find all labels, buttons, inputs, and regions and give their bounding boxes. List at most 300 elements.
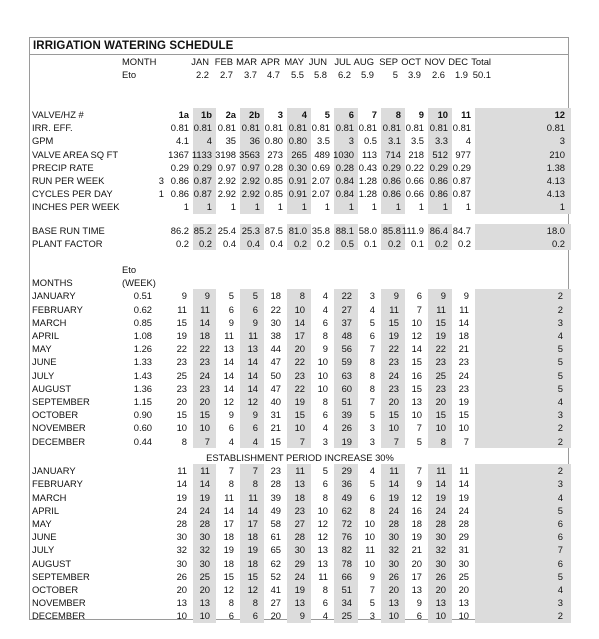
valve-value-cell: 1 [348, 201, 354, 213]
establishment-minutes-cell: 13 [317, 557, 328, 569]
month-name: JULY [32, 369, 55, 381]
month-header-cell: SEP [379, 56, 398, 67]
establishment-minutes-cell: 11 [248, 491, 258, 503]
establishment-minutes-cell: 34 [341, 597, 352, 609]
establishment-minutes-cell: 18 [294, 491, 305, 503]
establishment-minutes-cell: 20 [199, 584, 210, 595]
base-row-label: PLANT FACTOR [32, 238, 103, 250]
run-minutes-cell: 23 [176, 382, 187, 394]
base-value-cell: 0.4 [222, 238, 236, 250]
valve-value-cell: 1.38 [546, 161, 565, 173]
establishment-minutes-cell: 52 [270, 570, 281, 582]
run-minutes-cell: 3 [557, 316, 563, 328]
valve-row-label: RUN PER WEEK [32, 175, 105, 186]
valve-value-cell: 35 [225, 135, 236, 147]
month-name: JULY [32, 544, 55, 556]
establishment-minutes-cell: 19 [294, 584, 305, 595]
valve-number-cell: 1b [201, 109, 212, 120]
run-minutes-cell: 21 [270, 422, 281, 434]
establishment-minutes-cell: 13 [435, 597, 446, 609]
valve-value-cell: 4 [465, 135, 471, 147]
run-minutes-cell: 7 [416, 422, 422, 434]
establishment-minutes-cell: 82 [341, 544, 352, 556]
valve-value-cell: 0.28 [335, 161, 354, 173]
establishment-minutes-cell: 51 [341, 584, 352, 595]
establishment-minutes-cell: 16 [411, 504, 422, 516]
run-minutes-cell: 14 [294, 316, 305, 328]
month-header-row [30, 55, 570, 68]
establishment-minutes-cell: 10 [176, 610, 187, 622]
valve-value-cell: 1 [395, 201, 401, 213]
valve-value-cell: 0.86 [170, 188, 189, 200]
valve-value-cell: 0.28 [264, 161, 283, 173]
base-value-cell: 0.2 [175, 238, 189, 250]
eto-header-cell: 50.1 [472, 69, 491, 81]
valve-value-cell: 0.81 [358, 122, 377, 134]
establishment-minutes-cell: 18 [223, 531, 234, 543]
run-minutes-cell: 16 [411, 369, 422, 381]
establishment-minutes-cell: 28 [270, 478, 281, 490]
valve-number-cell: 4 [301, 109, 307, 120]
establishment-minutes-cell: 5 [557, 570, 563, 582]
base-value-cell: 81.0 [288, 225, 307, 236]
run-minutes-cell: 22 [435, 343, 446, 355]
eto-week-value: 1.33 [133, 356, 152, 368]
establishment-data-row [30, 543, 570, 556]
establishment-minutes-cell: 30 [199, 557, 210, 569]
establishment-minutes-cell: 5 [369, 597, 375, 609]
base-value-cell: 85.2 [193, 225, 212, 236]
establishment-data-row [30, 570, 570, 583]
valve-number-cell: 2b [249, 109, 260, 120]
run-minutes-cell: 19 [294, 396, 305, 407]
establishment-minutes-cell: 9 [299, 610, 305, 622]
establishment-minutes-cell: 23 [270, 465, 281, 477]
valve-value-cell: 0.87 [452, 175, 471, 186]
establishment-minutes-cell: 3 [369, 610, 375, 622]
valve-value-cell: 2.92 [217, 188, 236, 200]
run-minutes-cell: 47 [270, 356, 281, 368]
month-name: JUNE [32, 531, 57, 543]
base-value-cell: 0.2 [434, 238, 448, 250]
establishment-minutes-cell: 20 [435, 584, 446, 595]
run-minutes-cell: 12 [247, 396, 258, 407]
run-minutes-cell: 20 [176, 396, 187, 407]
establishment-minutes-cell: 10 [364, 557, 375, 569]
run-minutes-cell: 59 [341, 356, 352, 368]
base-value-cell: 87.5 [264, 225, 283, 236]
base-value-cell: 25.3 [241, 225, 260, 236]
valve-value-cell: 0.66 [405, 188, 424, 200]
run-minutes-cell: 18 [199, 330, 210, 341]
valve-value-cell: 273 [267, 148, 283, 160]
valve-value-cell: 4.13 [546, 188, 565, 200]
run-minutes-cell: 22 [388, 343, 399, 355]
valve-value-cell: 0.29 [429, 161, 448, 173]
eto-week-value: 1.26 [133, 343, 152, 355]
month-header-cell: FEB [214, 56, 233, 67]
run-minutes-cell: 23 [458, 356, 469, 368]
run-minutes-cell: 9 [228, 409, 234, 421]
run-minutes-cell: 8 [299, 290, 305, 302]
valve-value-cell: 1 [301, 201, 307, 213]
establishment-minutes-cell: 24 [388, 504, 399, 516]
base-value-cell: 0.2 [198, 238, 212, 250]
valve-value-cell: 0.86 [382, 175, 401, 186]
establishment-minutes-cell: 32 [176, 544, 187, 556]
establishment-minutes-cell: 12 [317, 518, 328, 529]
monthly-data-row [30, 342, 570, 355]
run-minutes-cell: 15 [270, 435, 281, 447]
base-value-cell: 0.2 [457, 238, 471, 250]
valve-number-cell: 1a [178, 109, 189, 120]
run-minutes-cell: 9 [463, 290, 469, 302]
month-header-cell: JUL [334, 56, 351, 67]
run-minutes-cell: 22 [294, 382, 305, 394]
valve-value-cell: 0.22 [405, 161, 424, 173]
month-header-cell: NOV [424, 56, 445, 67]
valve-data-row [30, 134, 570, 147]
run-minutes-cell: 5 [557, 343, 563, 355]
valve-value-cell: 1.28 [358, 188, 377, 200]
month-name: AUGUST [32, 557, 72, 569]
run-minutes-cell: 9 [228, 316, 234, 328]
run-minutes-cell: 5 [369, 409, 375, 421]
establishment-minutes-cell: 27 [270, 597, 281, 609]
establishment-minutes-cell: 11 [436, 465, 446, 477]
valve-value-cell: 1 [183, 201, 189, 213]
run-minutes-cell: 13 [411, 396, 422, 407]
establishment-minutes-cell: 10 [364, 531, 375, 543]
establishment-minutes-cell: 30 [458, 557, 469, 569]
run-minutes-cell: 4 [322, 422, 328, 434]
establishment-minutes-cell: 8 [228, 478, 234, 490]
valve-value-cell: 1 [442, 201, 448, 213]
irrigation-schedule-sheet [29, 37, 569, 620]
run-minutes-cell: 15 [435, 316, 446, 328]
run-minutes-cell: 15 [176, 409, 187, 421]
run-minutes-cell: 10 [317, 382, 328, 394]
run-minutes-cell: 13 [247, 343, 258, 355]
run-minutes-cell: 23 [388, 382, 399, 394]
establishment-minutes-cell: 6 [416, 610, 422, 622]
establishment-minutes-cell: 7 [416, 465, 422, 477]
run-minutes-cell: 5 [557, 356, 563, 368]
establishment-minutes-cell: 13 [176, 597, 187, 609]
run-minutes-cell: 9 [204, 290, 210, 302]
run-minutes-cell: 4 [557, 330, 563, 341]
run-minutes-cell: 14 [458, 316, 469, 328]
run-minutes-cell: 15 [388, 409, 399, 421]
establishment-minutes-cell: 8 [369, 504, 375, 516]
run-minutes-cell: 9 [393, 290, 399, 302]
run-minutes-cell: 10 [294, 303, 305, 315]
eto-header-cell: 2.2 [195, 69, 209, 81]
establishment-minutes-cell: 78 [341, 557, 352, 569]
valve-value-cell: 0.85 [264, 175, 283, 186]
base-value-cell: 0.4 [246, 238, 260, 250]
establishment-data-row [30, 583, 570, 596]
month-name: DECEMBER [32, 435, 86, 447]
run-minutes-cell: 15 [294, 409, 305, 421]
month-name: APRIL [32, 330, 60, 341]
establishment-minutes-cell: 32 [199, 544, 210, 556]
valve-value-cell: 0.80 [288, 135, 307, 147]
establishment-minutes-cell: 11 [318, 570, 328, 582]
run-minutes-cell: 51 [341, 396, 352, 407]
run-minutes-cell: 31 [270, 409, 281, 421]
establishment-minutes-cell: 6 [228, 610, 234, 622]
run-minutes-cell: 60 [341, 382, 352, 394]
run-minutes-cell: 3 [322, 435, 328, 447]
run-minutes-cell: 3 [557, 409, 563, 421]
valve-value-cell: 1 [324, 201, 330, 213]
valve-row-label: VALVE/HZ # [32, 109, 84, 120]
run-minutes-cell: 56 [341, 343, 352, 355]
run-minutes-cell: 4 [557, 396, 563, 407]
month-name: FEBRUARY [32, 303, 83, 315]
valve-value-cell: 0.84 [335, 175, 354, 186]
valve-value-cell: 0.29 [193, 161, 212, 173]
base-data-row [30, 237, 570, 250]
establishment-minutes-cell: 19 [435, 491, 446, 503]
run-minutes-cell: 14 [223, 369, 234, 381]
establishment-minutes-cell: 72 [341, 518, 352, 529]
run-minutes-cell: 9 [440, 290, 446, 302]
establishment-minutes-cell: 28 [388, 518, 399, 529]
establishment-minutes-cell: 11 [224, 491, 234, 503]
establishment-minutes-cell: 4 [557, 584, 563, 595]
valve-value-cell: 0.81 [405, 122, 424, 134]
run-minutes-cell: 23 [176, 356, 187, 368]
run-minutes-cell: 8 [369, 382, 375, 394]
establishment-minutes-cell: 19 [247, 544, 258, 556]
establishment-minutes-cell: 14 [247, 504, 258, 516]
establishment-minutes-cell: 13 [199, 597, 210, 609]
establishment-data-row [30, 596, 570, 609]
establishment-minutes-cell: 76 [341, 531, 352, 543]
run-minutes-cell: 11 [389, 303, 399, 315]
run-minutes-cell: 11 [436, 303, 446, 315]
establishment-minutes-cell: 36 [341, 478, 352, 490]
eto-week-value: 0.44 [133, 435, 152, 447]
run-minutes-cell: 6 [322, 316, 328, 328]
run-minutes-cell: 6 [416, 290, 422, 302]
eto-header-cell: 5.8 [313, 69, 327, 81]
eto-week-value: 0.62 [133, 303, 152, 315]
valve-value-cell: 3198 [215, 148, 236, 160]
run-minutes-cell: 26 [341, 422, 352, 434]
valve-value-cell: 210 [549, 148, 565, 160]
establishment-minutes-cell: 20 [411, 557, 422, 569]
run-minutes-cell: 10 [388, 422, 399, 434]
valve-number-cell: 7 [371, 109, 377, 120]
run-minutes-cell: 22 [341, 290, 352, 302]
month-header-cell: OCT [401, 56, 421, 67]
establishment-minutes-cell: 18 [223, 557, 234, 569]
establishment-minutes-cell: 27 [294, 518, 305, 529]
run-minutes-cell: 10 [411, 409, 422, 421]
establishment-minutes-cell: 58 [270, 518, 281, 529]
establishment-minutes-cell: 8 [322, 584, 328, 595]
base-value-cell: 86.2 [170, 225, 189, 236]
valve-value-cell: 1.28 [358, 175, 377, 186]
run-minutes-cell: 20 [294, 343, 305, 355]
month-name: APRIL [32, 504, 60, 516]
month-name: JANUARY [32, 465, 76, 477]
establishment-minutes-cell: 25 [458, 570, 469, 582]
valve-value-cell: 0.81 [546, 122, 565, 134]
run-minutes-cell: 44 [270, 343, 281, 355]
run-minutes-cell: 4 [322, 290, 328, 302]
base-row-label: BASE RUN TIME [32, 225, 105, 236]
establishment-minutes-cell: 28 [294, 531, 305, 543]
run-minutes-cell: 30 [270, 316, 281, 328]
monthly-data-row [30, 395, 570, 408]
run-minutes-cell: 14 [247, 356, 258, 368]
valve-value-cell: 0.81 [452, 122, 471, 134]
month-header-cell: Total [471, 56, 491, 67]
valve-value-cell: 0.29 [382, 161, 401, 173]
establishment-minutes-cell: 39 [270, 491, 281, 503]
run-minutes-cell: 40 [270, 396, 281, 407]
run-minutes-cell: 14 [247, 382, 258, 394]
establishment-data-row [30, 477, 570, 490]
valve-value-cell: 0.5 [363, 135, 377, 147]
run-minutes-cell: 24 [458, 369, 469, 381]
run-minutes-cell: 48 [341, 330, 352, 341]
establishment-minutes-cell: 19 [458, 491, 469, 503]
valve-value-cell: 0.91 [288, 175, 307, 186]
run-minutes-cell: 39 [341, 409, 352, 421]
run-minutes-cell: 14 [223, 356, 234, 368]
valve-value-cell: 4.13 [546, 175, 565, 186]
run-minutes-cell: 15 [199, 409, 210, 421]
establishment-minutes-cell: 20 [458, 584, 469, 595]
establishment-minutes-cell: 7 [252, 465, 258, 477]
establishment-minutes-cell: 29 [294, 557, 305, 569]
eto-week-header-row [30, 276, 570, 289]
establishment-minutes-cell: 29 [458, 531, 469, 543]
month-header-cell: DEC [448, 56, 468, 67]
valve-number-cell: 8 [395, 109, 401, 120]
run-minutes-cell: 5 [416, 435, 422, 447]
valve-value-cell: 0.87 [193, 188, 212, 200]
establishment-minutes-cell: 12 [411, 491, 422, 503]
establishment-minutes-cell: 14 [435, 478, 446, 490]
establishment-minutes-cell: 30 [199, 531, 210, 543]
valve-value-cell: 2.92 [241, 188, 260, 200]
establishment-data-row [30, 557, 570, 570]
establishment-minutes-cell: 7 [557, 544, 563, 556]
valve-value-cell: 2.92 [217, 175, 236, 186]
run-minutes-cell: 4 [228, 435, 234, 447]
valve-number-cell: 5 [324, 109, 330, 120]
run-minutes-cell: 19 [388, 330, 399, 341]
establishment-minutes-cell: 24 [199, 504, 210, 516]
establishment-minutes-cell: 5 [369, 478, 375, 490]
establishment-minutes-cell: 26 [176, 570, 187, 582]
month-header-cell: JAN [191, 56, 209, 67]
monthly-data-row [30, 329, 570, 342]
run-minutes-cell: 23 [435, 382, 446, 394]
establishment-minutes-cell: 28 [199, 518, 210, 529]
run-minutes-cell: 14 [199, 316, 210, 328]
run-minutes-cell: 23 [435, 356, 446, 368]
month-header-cell: APR [260, 56, 280, 67]
monthly-data-row [30, 421, 570, 434]
valve-value-cell: 489 [314, 148, 330, 160]
run-minutes-cell: 15 [458, 409, 469, 421]
valve-value-cell: 3.5 [410, 135, 424, 147]
establishment-minutes-cell: 14 [223, 504, 234, 516]
run-minutes-cell: 3 [369, 290, 375, 302]
run-minutes-cell: 3 [369, 435, 375, 447]
valve-value-cell: 0.81 [311, 122, 330, 134]
valve-value-cell: 1 [418, 201, 424, 213]
establishment-minutes-cell: 5 [322, 465, 328, 477]
establishment-minutes-cell: 17 [247, 518, 258, 529]
establishment-minutes-cell: 15 [223, 570, 234, 582]
establishment-minutes-cell: 9 [369, 570, 375, 582]
month-name: MAY [32, 343, 52, 355]
base-value-cell: 88.1 [335, 225, 354, 236]
establishment-minutes-cell: 6 [322, 597, 328, 609]
eto-header-cell: 3.7 [243, 69, 257, 81]
valve-row-label: GPM [32, 135, 54, 147]
valve-value-cell: 0.81 [288, 122, 307, 134]
establishment-minutes-cell: 30 [294, 544, 305, 556]
month-header-cell: JUN [308, 56, 327, 67]
run-minutes-cell: 10 [435, 422, 446, 434]
month-name: MARCH [32, 316, 67, 328]
valve-data-row [30, 200, 570, 213]
establishment-data-row [30, 504, 570, 517]
monthly-data-row [30, 435, 570, 448]
valve-data-row [30, 187, 570, 200]
run-minutes-cell: 20 [388, 396, 399, 407]
run-minutes-cell: 8 [369, 369, 375, 381]
establishment-minutes-cell: 18 [247, 531, 258, 543]
establishment-minutes-cell: 6 [557, 531, 563, 543]
establishment-minutes-cell: 30 [388, 531, 399, 543]
valve-value-cell: 36 [249, 135, 260, 147]
run-minutes-cell: 19 [458, 396, 469, 407]
establishment-minutes-cell: 11 [200, 465, 210, 477]
establishment-minutes-cell: 6 [252, 610, 258, 622]
valve-value-cell: 0.86 [170, 175, 189, 186]
establishment-minutes-cell: 12 [317, 531, 328, 543]
month-header-cell: MAY [284, 56, 304, 67]
valve-number-cell: 6 [348, 109, 354, 120]
run-minutes-cell: 18 [270, 290, 281, 302]
establishment-minutes-cell: 10 [458, 610, 469, 622]
run-minutes-cell: 23 [458, 382, 469, 394]
valve-value-cell: 0.84 [335, 188, 354, 200]
establishment-minutes-cell: 10 [435, 610, 446, 622]
establishment-minutes-cell: 21 [411, 544, 422, 556]
eto-header-cell: 5 [392, 69, 398, 81]
valve-value-cell: 0.30 [288, 161, 307, 173]
run-minutes-cell: 6 [228, 422, 234, 434]
run-minutes-cell: 4 [322, 303, 328, 315]
month-name: FEBRUARY [32, 478, 83, 490]
run-minutes-cell: 11 [200, 303, 210, 315]
valve-value-cell: 0.69 [311, 161, 330, 173]
eto-header-cell: 1.9 [454, 69, 468, 81]
valve-row-label: INCHES PER WEEK [32, 201, 120, 213]
run-minutes-cell: 5 [228, 290, 234, 302]
